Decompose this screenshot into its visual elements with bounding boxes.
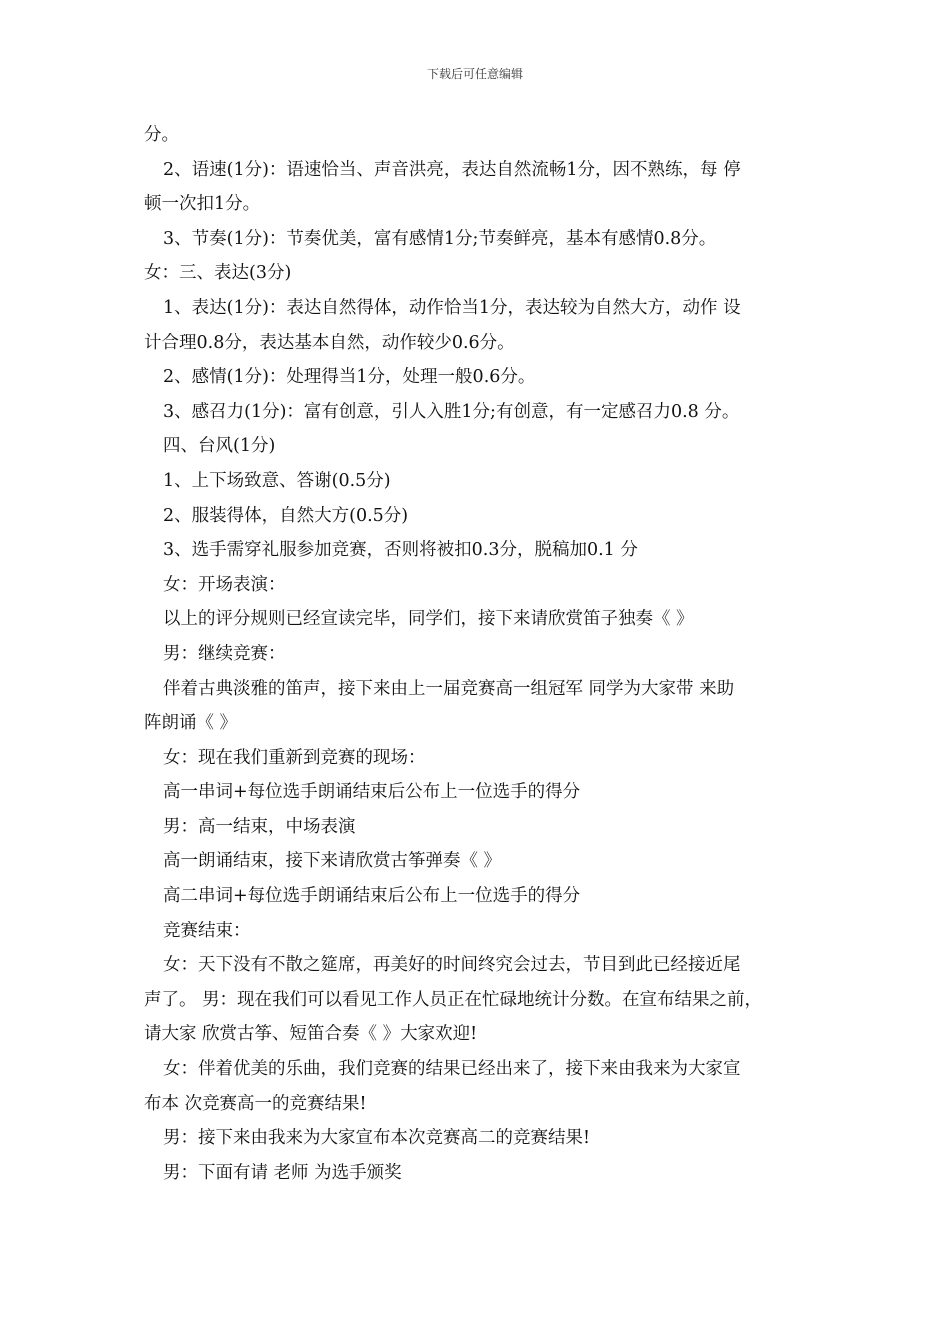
text-line: 高二串词+每位选手朗诵结束后公布上一位选手的得分 bbox=[163, 886, 581, 907]
text-line: 阵朗诵《 》 bbox=[144, 713, 238, 734]
text-line: 2、感情(1分)：处理得当1分，处理一般0.6分。 bbox=[163, 367, 536, 388]
text-line: 女：三、表达(3分) bbox=[144, 263, 292, 284]
text-line: 3、节奏(1分)：节奏优美，富有感情1分;节奏鲜亮，基本有感情0.8分。 bbox=[163, 228, 717, 249]
text-line: 竞赛结束： bbox=[163, 920, 251, 941]
text-line: 伴着古典淡雅的笛声，接下来由上一届竞赛高一组冠军 同学为大家带 来助 bbox=[163, 678, 735, 699]
text-line: 四、台风(1分) bbox=[163, 436, 276, 457]
page-header: 下载后可任意编辑 bbox=[426, 67, 523, 81]
text-line: 高一朗诵结束，接下来请欣赏古筝弹奏《 》 bbox=[163, 851, 502, 872]
text-line: 1、上下场致意、答谢(0.5分) bbox=[163, 470, 391, 491]
text-line: 2、服装得体，自然大方(0.5分) bbox=[163, 505, 409, 526]
text-line: 声了。 男：现在我们可以看见工作人员正在忙碌地统计分数。在宣布结果之前， bbox=[144, 989, 763, 1010]
text-line: 男：继续竞赛： bbox=[163, 643, 286, 664]
text-line: 女：天下没有不散之筵席，再美好的时间终究会过去，节目到此已经接近尾 bbox=[163, 955, 741, 976]
text-line: 计合理0.8分，表达基本自然，动作较少0.6分。 bbox=[144, 332, 515, 353]
text-line: 3、选手需穿礼服参加竞赛，否则将被扣0.3分，脱稿加0.1 分 bbox=[163, 540, 638, 561]
text-line: 3、感召力(1分)：富有创意，引人入胜1分;有创意，有一定感召力0.8 分。 bbox=[163, 401, 740, 422]
text-line: 女：现在我们重新到竞赛的现场： bbox=[163, 747, 426, 768]
text-line: 以上的评分规则已经宣读完毕，同学们，接下来请欣赏笛子独奏《 》 bbox=[163, 609, 694, 630]
text-line: 女：开场表演： bbox=[163, 574, 286, 595]
text-line: 请大家 欣赏古筝、短笛合奏《 》大家欢迎! bbox=[144, 1024, 478, 1045]
text-line: 女：伴着优美的乐曲，我们竞赛的结果已经出来了，接下来由我来为大家宣 bbox=[163, 1059, 741, 1080]
text-line: 男：高一结束，中场表演 bbox=[163, 816, 356, 837]
text-line: 2、语速(1分)：语速恰当、声音洪亮，表达自然流畅1分，因不熟练，每 停 bbox=[163, 159, 741, 180]
text-line: 男：下面有请 老师 为选手颁奖 bbox=[163, 1162, 402, 1183]
text-line: 1、表达(1分)：表达自然得体，动作恰当1分，表达较为自然大方，动作 设 bbox=[163, 297, 741, 318]
text-line: 布本 次竞赛高一的竞赛结果! bbox=[144, 1093, 367, 1114]
text-line: 高一串词+每位选手朗诵结束后公布上一位选手的得分 bbox=[163, 782, 581, 803]
text-line: 顿一次扣1分。 bbox=[144, 194, 261, 215]
text-line: 男：接下来由我来为大家宣布本次竞赛高二的竞赛结果! bbox=[163, 1128, 591, 1149]
text-line: 分。 bbox=[144, 125, 179, 145]
document-body bbox=[144, 118, 808, 1190]
